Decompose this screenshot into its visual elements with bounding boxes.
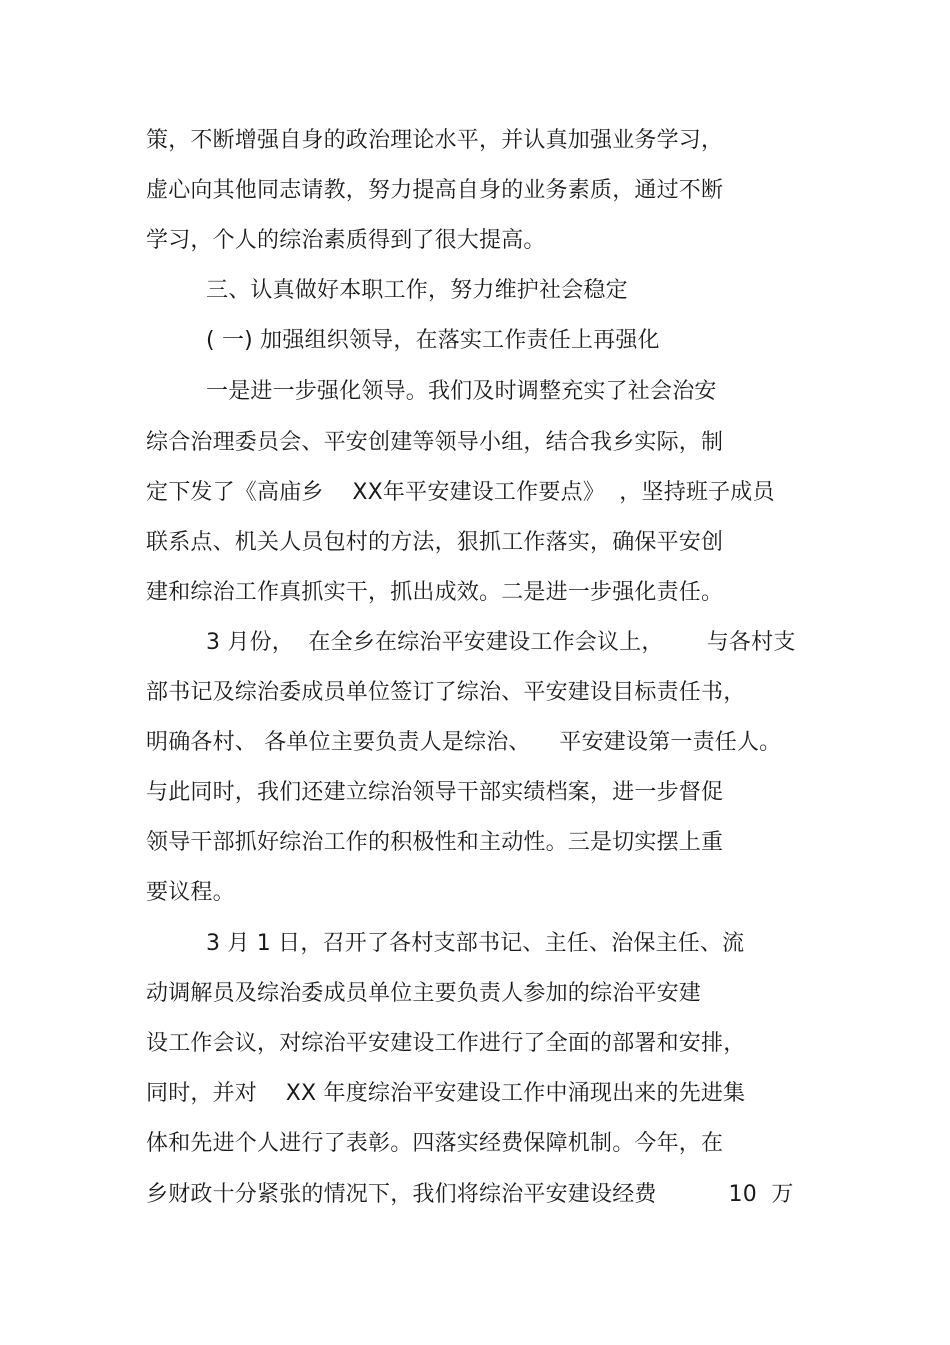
text-line: 综合治理委员会、平安创建等领导小组，结合我乡实际，制 <box>146 430 724 455</box>
text-line: 定下发了《高庙乡 XX年平安建设工作要点》 ，坚持班子成员 <box>146 480 775 505</box>
section-heading: 三、认真做好本职工作，努力维护社会稳定 <box>206 278 628 303</box>
text-line: 联系点、机关人员包村的方法，狠抓工作落实，确保平安创 <box>146 530 724 555</box>
text-line: 动调解员及综治委成员单位主要负责人参加的综治平安建 <box>146 981 702 1006</box>
text-line: 部书记及综治委成员单位签订了综治、平安建设目标责任书， <box>146 680 746 705</box>
text-line: 策，不断增强自身的政治理论水平，并认真加强业务学习， <box>146 128 724 153</box>
text-line: 虚心向其他同志请教，努力提高自身的业务素质，通过不断 <box>146 178 724 203</box>
text-line: 明确各村、 各单位主要负责人是综治、 平安建设第一责任人。 <box>146 730 782 755</box>
text-line: 要议程。 <box>146 880 235 905</box>
text-line: 一是进一步强化领导。我们及时调整充实了社会治安 <box>206 379 717 404</box>
text-line: 与此同时，我们还建立综治领导干部实绩档案，进一步督促 <box>146 780 724 805</box>
subsection-heading: ( 一) 加强组织领导，在落实工作责任上再强化 <box>206 328 660 353</box>
text-line: 设工作会议，对综治平安建设工作进行了全面的部署和安排， <box>146 1031 746 1056</box>
text-line: 建和综治工作真抓实干，抓出成效。二是进一步强化责任。 <box>146 580 724 605</box>
text-line: 3 月份， 在全乡在综治平安建设工作会议上， 与各村支 <box>206 630 796 655</box>
text-line: 乡财政十分紧张的情况下，我们将综治平安建设经费 10 万 <box>146 1182 794 1207</box>
text-line: 领导干部抓好综治工作的积极性和主动性。三是切实摆上重 <box>146 830 724 855</box>
text-line: 同时，并对 XX 年度综治平安建设工作中涌现出来的先进集 <box>146 1081 746 1106</box>
text-line: 体和先进个人进行了表彰。四落实经费保障机制。今年，在 <box>146 1131 724 1156</box>
text-line: 3 月 1 日，召开了各村支部书记、主任、治保主任、流 <box>206 931 745 956</box>
text-line: 学习，个人的综治素质得到了很大提高。 <box>146 228 546 253</box>
